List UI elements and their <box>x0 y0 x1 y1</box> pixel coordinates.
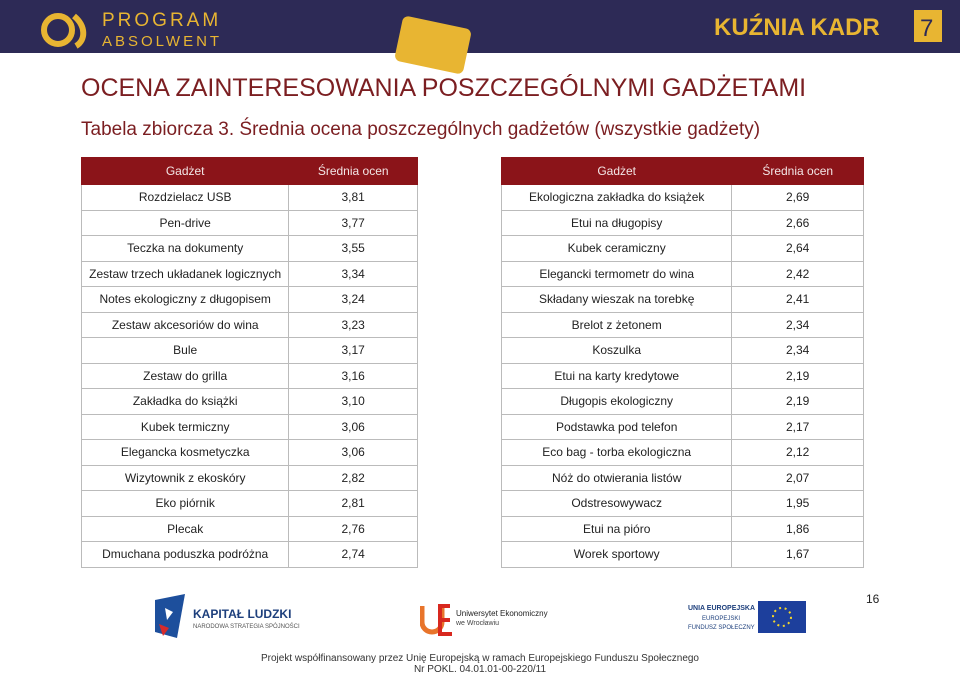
table-row <box>82 287 418 313</box>
average-score-cell: 3,24 <box>289 287 418 313</box>
table-row <box>82 185 418 211</box>
table-row <box>502 312 864 338</box>
average-score-cell: 1,86 <box>732 516 864 542</box>
average-score-cell: 2,41 <box>732 287 864 313</box>
average-score-cell: 2,34 <box>732 338 864 364</box>
gadget-name-cell: Nóż do otwierania listów <box>502 465 732 491</box>
gadget-name-cell: Etui na karty kredytowe <box>502 363 732 389</box>
right-table <box>501 157 864 568</box>
page-title: OCENA ZAINTERESOWANIA POSZCZEGÓLNYMI GADŻETAMI <box>81 74 807 102</box>
gadget-name-cell: Zestaw akcesoriów do wina <box>82 312 289 338</box>
gadget-name-cell: Brelot z żetonem <box>502 312 732 338</box>
gadget-name-cell: Elegancki termometr do wina <box>502 261 732 287</box>
gadget-name-cell: Etui na pióro <box>502 516 732 542</box>
gadget-name-cell: Zestaw trzech układanek logicznych <box>82 261 289 287</box>
header-bar <box>0 0 960 53</box>
gadget-name-cell: Plecak <box>82 516 289 542</box>
gadget-name-cell: Zakładka do książki <box>82 389 289 415</box>
average-score-cell: 3,06 <box>289 414 418 440</box>
table-row <box>82 389 418 415</box>
gadget-name-cell: Eko piórnik <box>82 491 289 517</box>
table-row <box>502 338 864 364</box>
average-score-cell: 2,07 <box>732 465 864 491</box>
gadget-name-cell: Dmuchana poduszka podróżna <box>82 542 289 568</box>
kl-line1: KAPITAŁ LUDZKI <box>193 607 292 621</box>
average-score-cell: 3,06 <box>289 440 418 466</box>
gadget-name-cell: Bule <box>82 338 289 364</box>
gadget-name-cell: Eco bag - torba ekologiczna <box>502 440 732 466</box>
kapital-ludzki-logo <box>155 594 305 644</box>
table-row <box>502 491 864 517</box>
gadget-name-cell: Notes ekologiczny z długopisem <box>82 287 289 313</box>
left-table <box>81 157 418 568</box>
average-score-cell: 3,10 <box>289 389 418 415</box>
table-row <box>82 414 418 440</box>
average-score-cell: 3,23 <box>289 312 418 338</box>
footer-line1: Projekt współfinansowany przez Unię Europejską w ramach Europejskiego Funduszu Społecznego <box>260 653 699 664</box>
eu-efs-logo <box>688 601 808 637</box>
gadget-name-cell: Kubek ceramiczny <box>502 236 732 262</box>
kl-line2: NARODOWA STRATEGIA SPÓJNOŚCI <box>193 624 300 630</box>
gadget-name-cell: Ekologiczna zakładka do książek <box>502 185 732 211</box>
eu-line3: FUNDUSZ SPOŁECZNY <box>688 625 755 631</box>
table-row <box>82 363 418 389</box>
footer-line2: Nr POKL. 04.01.01-00-220/11 <box>413 664 547 675</box>
table-row <box>502 210 864 236</box>
average-score-cell: 2,76 <box>289 516 418 542</box>
eu-line2: EUROPEJSKI <box>702 616 741 622</box>
gadget-name-cell: Odstresowywacz <box>502 491 732 517</box>
gadget-name-cell: Kubek termiczny <box>82 414 289 440</box>
table-row <box>82 542 418 568</box>
table-row <box>502 465 864 491</box>
table-row <box>82 236 418 262</box>
gadget-name-cell: Zestaw do grilla <box>82 363 289 389</box>
average-score-cell: 2,82 <box>289 465 418 491</box>
table-row <box>502 516 864 542</box>
gadget-name-cell: Worek sportowy <box>502 542 732 568</box>
table-row <box>502 185 864 211</box>
table-row <box>82 312 418 338</box>
average-score-cell: 3,55 <box>289 236 418 262</box>
brand-right-text: KUŹNIA KADR <box>714 14 880 41</box>
table-row <box>502 287 864 313</box>
right-col-header-gadget: Gadżet <box>502 158 732 185</box>
average-score-cell: 1,95 <box>732 491 864 517</box>
gadget-name-cell: Długopis ekologiczny <box>502 389 732 415</box>
average-score-cell: 2,66 <box>732 210 864 236</box>
table-row <box>82 465 418 491</box>
eu-line1: UNIA EUROPEJSKA <box>688 605 756 612</box>
average-score-cell: 2,19 <box>732 363 864 389</box>
average-score-cell: 2,74 <box>289 542 418 568</box>
table-row <box>502 440 864 466</box>
table-row <box>82 338 418 364</box>
average-score-cell: 3,17 <box>289 338 418 364</box>
average-score-cell: 2,69 <box>732 185 864 211</box>
table-caption: Tabela zbiorcza 3. Średnia ocena poszczególnych gadżetów (wszystkie gadżety) <box>81 119 761 140</box>
gadget-name-cell: Teczka na dokumenty <box>82 236 289 262</box>
average-score-cell: 2,17 <box>732 414 864 440</box>
table-row <box>502 261 864 287</box>
table-row <box>502 363 864 389</box>
page-number: 16 <box>866 592 880 606</box>
table-row <box>82 440 418 466</box>
table-row <box>82 261 418 287</box>
brand-number: 7 <box>920 15 934 42</box>
average-score-cell: 2,81 <box>289 491 418 517</box>
gadget-name-cell: Składany wieszak na torebkę <box>502 287 732 313</box>
gadget-name-cell: Etui na długopisy <box>502 210 732 236</box>
gadget-name-cell: Koszulka <box>502 338 732 364</box>
program-line2: ABSOLWENT <box>102 33 223 50</box>
gadget-name-cell: Pen-drive <box>82 210 289 236</box>
kuznia-kadr-logo <box>714 10 944 44</box>
table-row <box>502 542 864 568</box>
average-score-cell: 2,42 <box>732 261 864 287</box>
table-row <box>502 389 864 415</box>
average-score-cell: 2,12 <box>732 440 864 466</box>
table-row <box>82 210 418 236</box>
table-row <box>502 414 864 440</box>
average-score-cell: 2,64 <box>732 236 864 262</box>
program-absolwent-logo <box>36 6 266 50</box>
average-score-cell: 3,16 <box>289 363 418 389</box>
gadget-name-cell: Podstawka pod telefon <box>502 414 732 440</box>
average-score-cell: 3,81 <box>289 185 418 211</box>
average-score-cell: 2,19 <box>732 389 864 415</box>
average-score-cell: 1,67 <box>732 542 864 568</box>
ue-line2: we Wrocławiu <box>456 620 500 627</box>
table-row <box>82 491 418 517</box>
left-col-header-avg: Średnia ocen <box>289 158 418 185</box>
table-row <box>82 516 418 542</box>
average-score-cell: 3,34 <box>289 261 418 287</box>
gadget-name-cell: Rozdzielacz USB <box>82 185 289 211</box>
average-score-cell: 3,77 <box>289 210 418 236</box>
program-line1: PROGRAM <box>102 10 222 31</box>
gadget-name-cell: Elegancka kosmetyczka <box>82 440 289 466</box>
right-col-header-avg: Średnia ocen <box>732 158 864 185</box>
left-col-header-gadget: Gadżet <box>82 158 289 185</box>
ue-wroclaw-logo <box>420 604 560 640</box>
ue-line1: Uniwersytet Ekonomiczny <box>456 609 548 618</box>
gadget-name-cell: Wizytownik z ekoskóry <box>82 465 289 491</box>
average-score-cell: 2,34 <box>732 312 864 338</box>
table-row <box>502 236 864 262</box>
